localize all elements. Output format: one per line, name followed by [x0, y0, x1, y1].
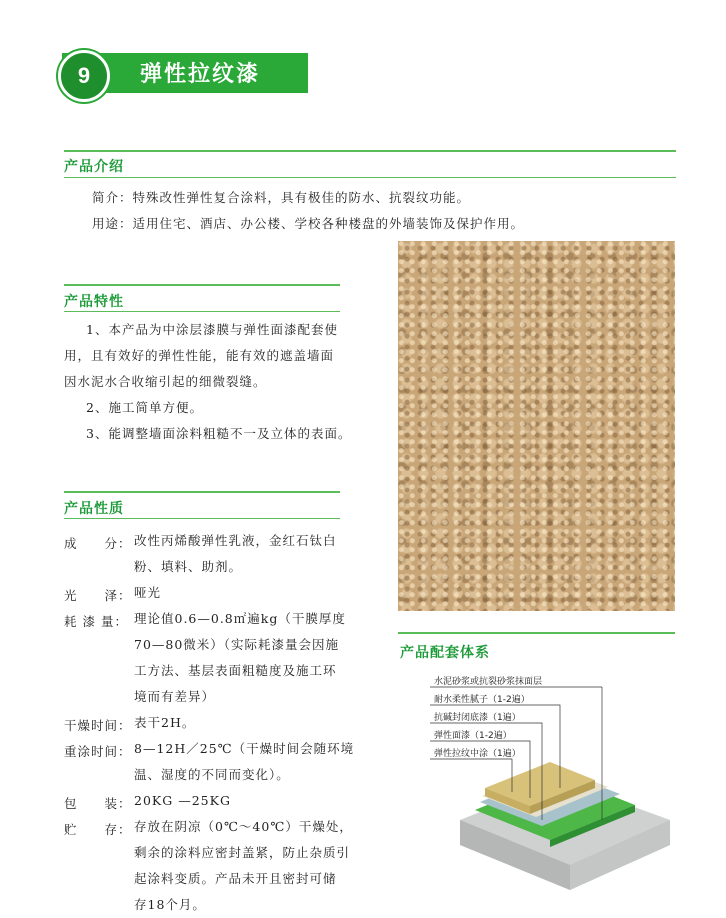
spec-line: 存18个月。 [134, 897, 206, 912]
features-heading: 产品特性 [64, 294, 124, 310]
intro-bottom-rule [64, 177, 676, 178]
intro-top-rule [64, 150, 676, 152]
spec-line: 存放在阴凉（0℃～40℃）干燥处， [134, 819, 353, 834]
spec-line: 工方法、基层表面粗糙度及施工环 [134, 663, 337, 678]
feature-line: 用，且有效好的弹性性能，能有效的遮盖墙面 [64, 348, 335, 363]
intro-body [92, 185, 682, 237]
feature-line: 2、施工简单方便。 [86, 400, 203, 415]
feature-line: 因水泥水合收缩引起的细微裂缝。 [64, 374, 267, 389]
quality-heading: 产品性质 [64, 501, 124, 517]
spec-line: 粉、填料、助剂。 [134, 559, 243, 574]
spec-label-storage: 贮 存： [64, 822, 132, 837]
layer-label-putty: 耐水柔性腻子（1-2遍） [434, 695, 530, 705]
spec-line: 哑光 [134, 585, 162, 600]
texture-sample-image [398, 241, 675, 611]
spec-label-composition: 成 分： [64, 536, 132, 551]
spec-value-coverage [134, 606, 356, 710]
spec-value-composition [134, 528, 356, 580]
intro-heading: 产品介绍 [64, 159, 124, 175]
page-title: 弹性拉纹漆 [140, 62, 261, 87]
layer-label-topcoat: 弹性面漆（1-2遍） [434, 731, 512, 741]
feature-line: 1、本产品为中涂层漆膜与弹性面漆配套使 [86, 322, 338, 337]
spec-line: 表干2H。 [134, 715, 196, 730]
spec-label-packaging: 包 装： [64, 796, 132, 811]
layer-label-sealer: 抗碱封闭底漆（1遍） [434, 713, 521, 723]
spec-label-gloss: 光 泽： [64, 588, 132, 603]
quality-bottom-rule [64, 518, 340, 519]
spec-line: 剩余的涂料应密封盖紧，防止杂质引 [134, 845, 351, 860]
spec-line: 70—80微米）（实际耗漆量会因施 [134, 637, 340, 652]
features-top-rule [64, 284, 340, 286]
layer-label-midcoat: 弹性拉纹中涂（1遍） [434, 749, 521, 759]
intro-line: 用途：适用住宅、酒店、办公楼、学校各种楼盘的外墙装饰及保护作用。 [92, 216, 525, 231]
spec-line: 20KG —25KG [134, 793, 231, 808]
quality-spec-list [64, 528, 355, 912]
spec-line: 理论值0.6—0.8㎡遍kg（干膜厚度 [134, 611, 346, 626]
spec-label-coverage: 耗 漆 量： [64, 614, 128, 629]
spec-value-recoat [134, 736, 356, 788]
spec-value-gloss [134, 580, 356, 606]
spec-line: 8—12H／25℃（干燥时间会随环境 [134, 741, 355, 756]
system-top-rule [398, 632, 675, 634]
spec-line: 起涂料变质。产品未开且密封可储 [134, 871, 337, 886]
spec-label-recoat: 重涂时间： [64, 744, 132, 759]
spec-line: 改性丙烯酸弹性乳液，金红石钛白 [134, 533, 337, 548]
spec-label-drying: 干燥时间： [64, 718, 132, 733]
spec-value-packaging [134, 788, 356, 814]
layer-label-mortar: 水泥砂浆或抗裂砂浆抹面层 [434, 677, 543, 687]
features-body [64, 317, 354, 447]
spec-line: 温、湿度的不同而变化）。 [134, 767, 290, 782]
spec-value-storage [134, 814, 356, 918]
section-number-badge: 9 [58, 50, 110, 102]
feature-line: 3、能调整墙面涂料粗糙不一及立体的表面。 [86, 426, 352, 441]
spec-line: 境而有差异） [134, 689, 216, 704]
spec-value-drying [134, 710, 356, 736]
system-heading: 产品配套体系 [400, 645, 490, 661]
intro-line: 简介：特殊改性弹性复合涂料，具有极佳的防水、抗裂纹功能。 [92, 190, 471, 205]
features-bottom-rule [64, 311, 340, 312]
quality-top-rule [64, 491, 340, 493]
